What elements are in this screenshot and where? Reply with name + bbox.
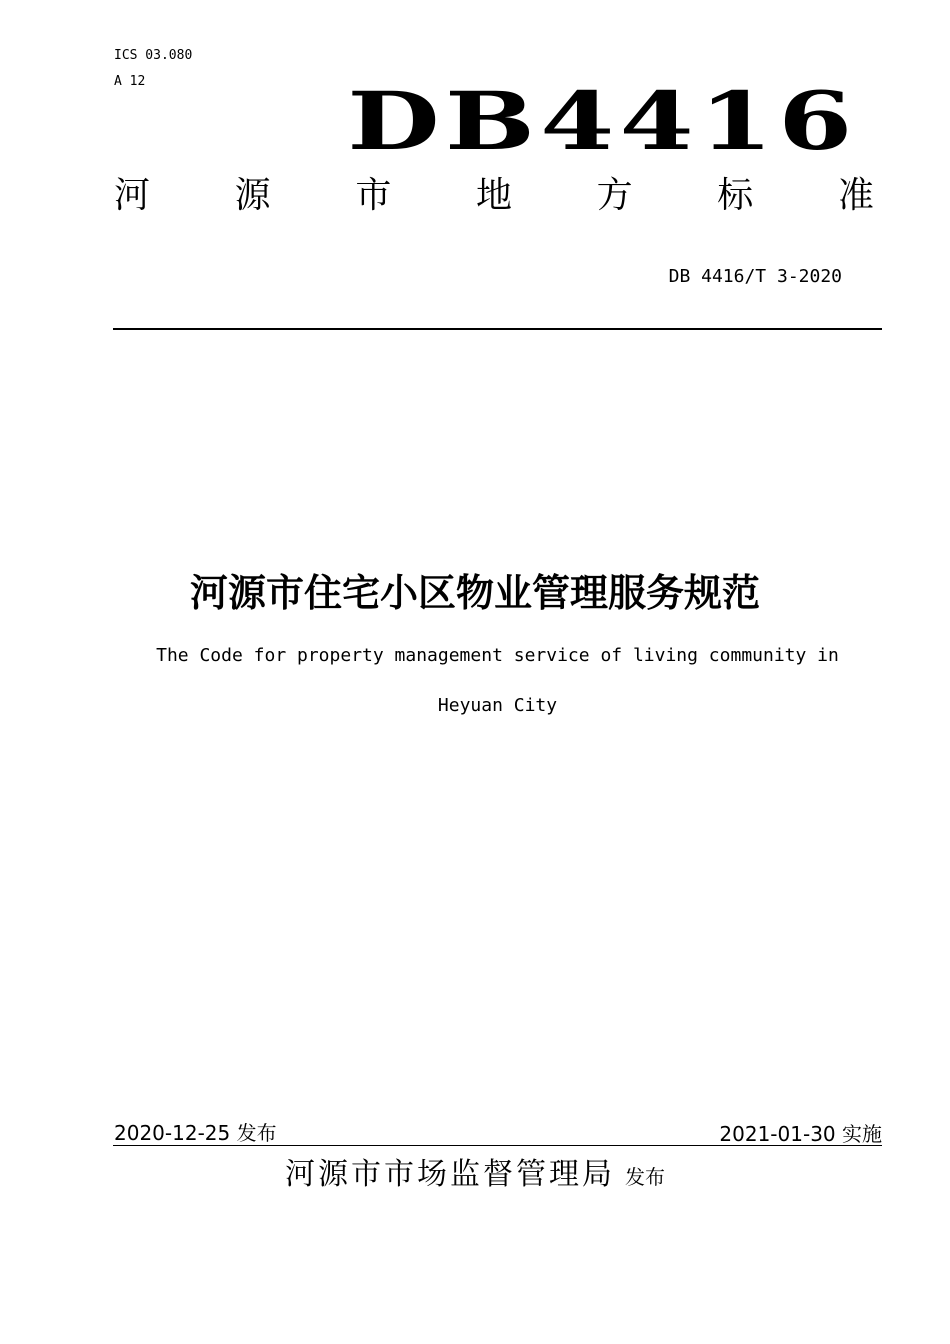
- issuer-suffix: 发布: [625, 1165, 665, 1189]
- standard-type-char: 市: [355, 175, 392, 216]
- standard-type-char: 准: [837, 175, 874, 216]
- issuing-authority: 河源市市场监督管理局: [285, 1157, 615, 1192]
- standard-type-heading: [114, 174, 874, 218]
- footer-divider: [113, 1145, 882, 1146]
- document-title-english-line2: Heyuan City: [437, 695, 558, 716]
- header-divider: [113, 328, 882, 330]
- standard-type-char: 方: [596, 175, 633, 216]
- document-title-english-line1: The Code for property management service of living community in: [156, 645, 839, 666]
- classification-code: A 12: [114, 74, 146, 89]
- standard-type-char: 标: [717, 175, 754, 216]
- standard-number: DB 4416/T 3-2020: [668, 266, 842, 287]
- db-standard-code: DB4416: [347, 74, 858, 168]
- publish-date: 2020-12-25 发布: [114, 1121, 277, 1145]
- issuer-line: [0, 1154, 950, 1198]
- standard-type-char: 地: [475, 175, 512, 216]
- document-title-chinese: 河源市住宅小区物业管理服务规范: [189, 571, 760, 615]
- standard-type-char: 源: [234, 175, 271, 216]
- implement-date: 2021-01-30 实施: [719, 1122, 882, 1146]
- standard-type-char: 河: [114, 175, 151, 216]
- ics-code: ICS 03.080: [114, 48, 193, 63]
